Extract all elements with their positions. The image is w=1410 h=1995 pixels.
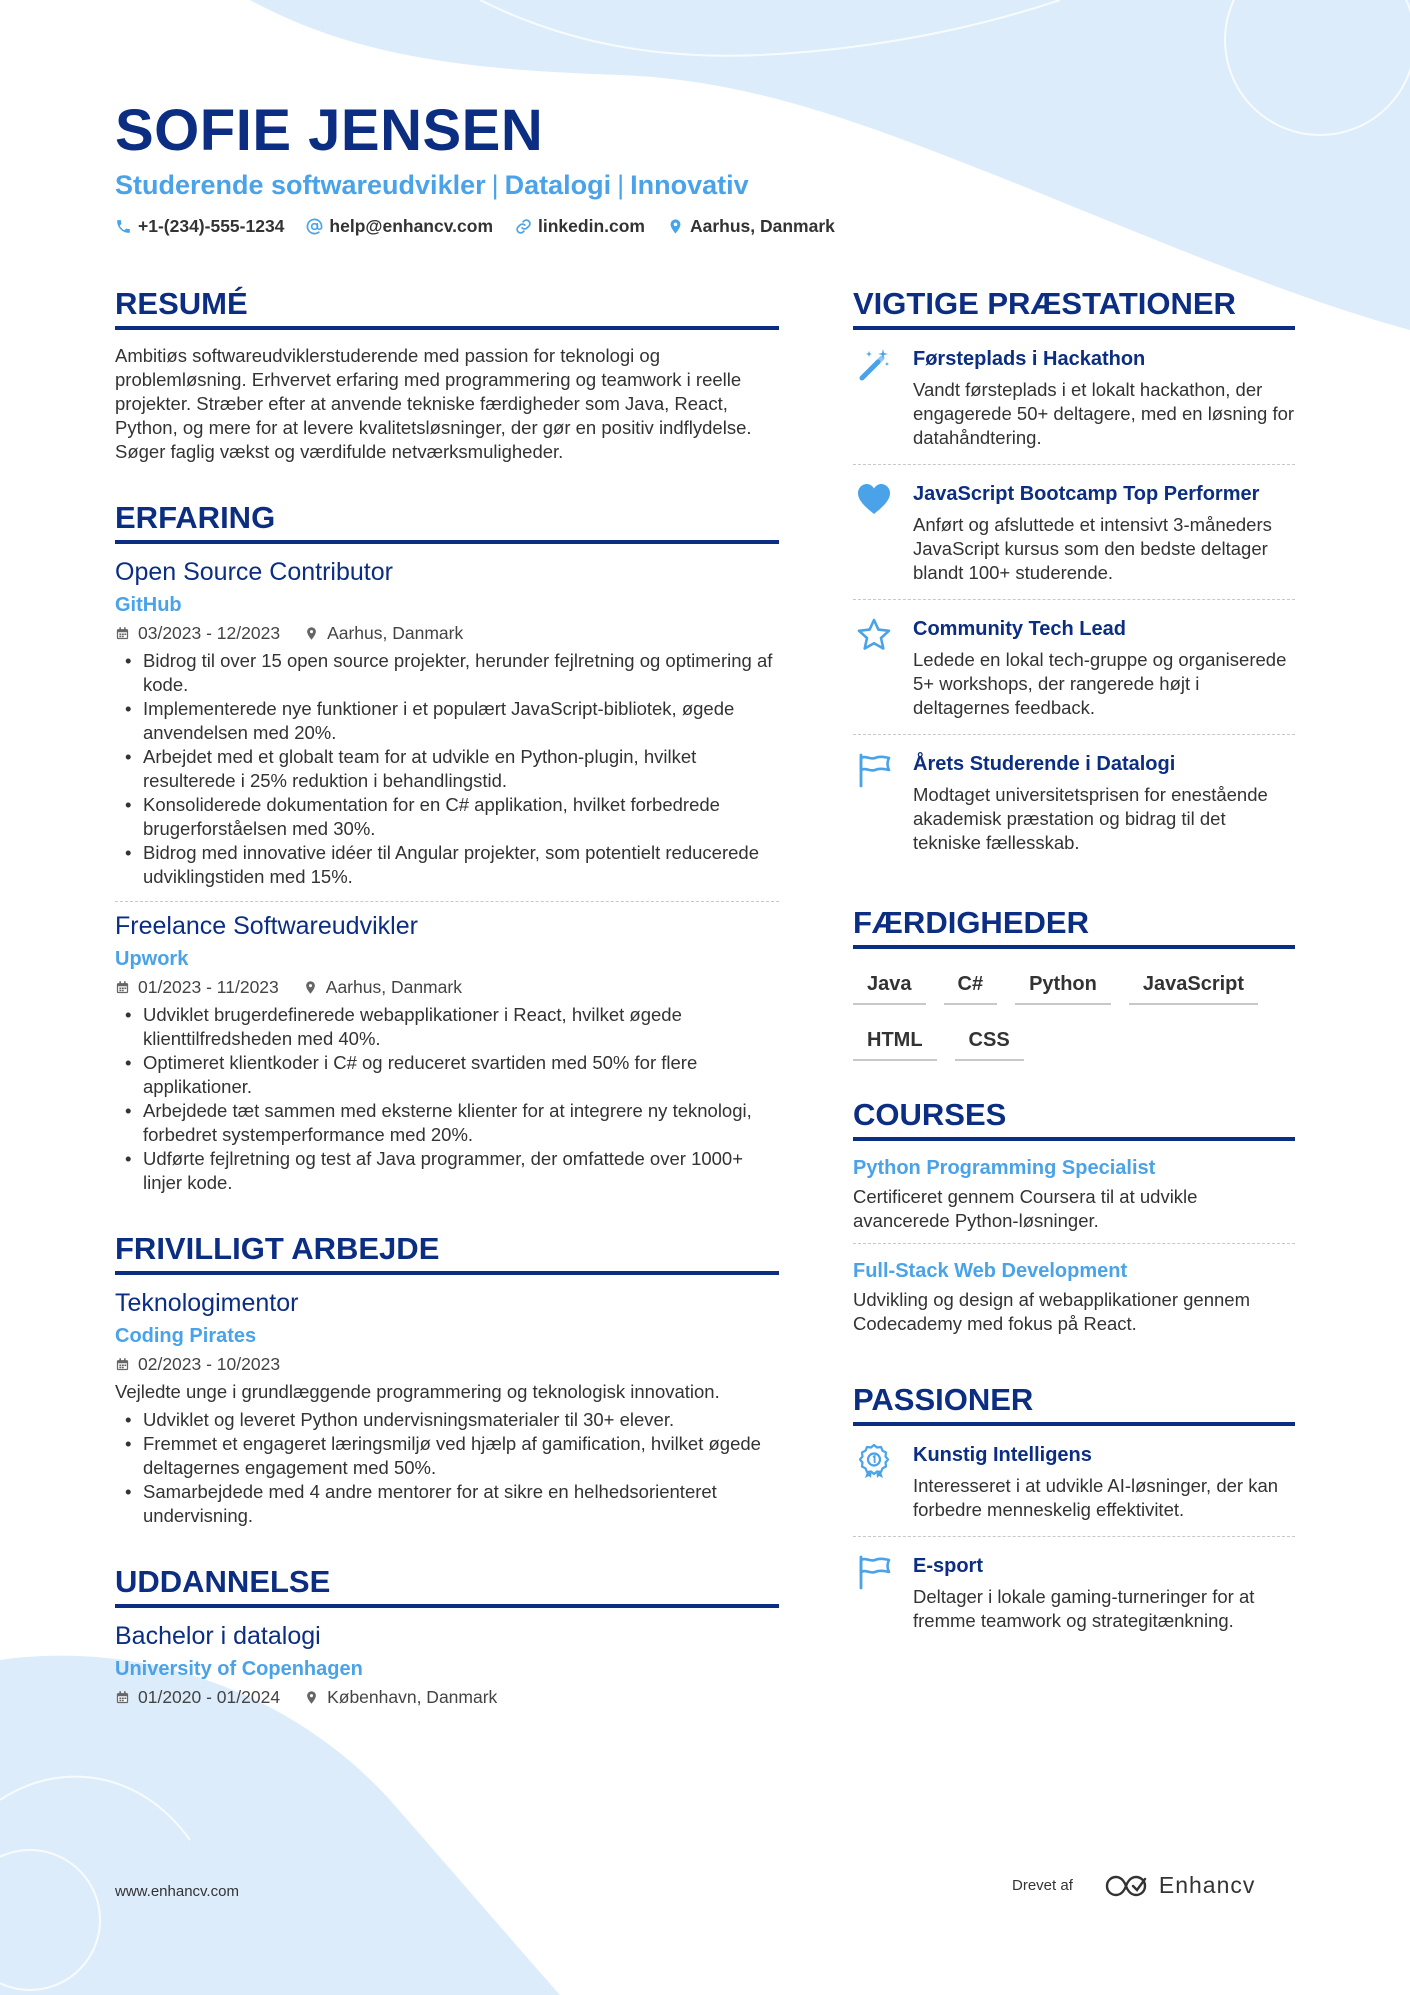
headline-separator: | [617, 170, 625, 200]
course-item [853, 1141, 1295, 1244]
experience-section [115, 498, 779, 1195]
dates-text: 03/2023 - 12/2023 [138, 623, 281, 643]
headline-part: Studerende softwareudvikler [115, 170, 486, 200]
location-text: Aarhus, Danmark [689, 216, 835, 236]
dates-text: 01/2023 - 11/2023 [138, 977, 279, 997]
experience-entry [115, 910, 779, 1195]
achievement-desc: Anført og afsluttede et intensivt 3-måneders JavaScript kursus som den bedste deltager blandt 100+ studerende. [913, 514, 1272, 583]
job-location [304, 621, 463, 645]
section-title: ERFARING [115, 498, 779, 544]
bullet-item: • Arbejdede tæt sammen med eksterne klienter for at integrere ny teknologi, forbedret systemperformance med 20%. [115, 1099, 779, 1147]
powered-by-text: Drevet af [1012, 1877, 1073, 1894]
calendar-icon [115, 980, 130, 995]
bullet-item: • Implementerede nye funktioner i et populært JavaScript-bibliotek, øgede anvendelsen med 20%. [115, 697, 779, 745]
passion-title: Kunstig Intelligens [913, 1444, 1092, 1466]
section-title: UDDANNELSE [115, 1562, 779, 1608]
achievement-title: Årets Studerende i Datalogi [913, 753, 1176, 775]
bullet-item: • Samarbejdede med 4 andre mentorer for at sikre en helhedsorienteret undervisning. [115, 1480, 779, 1528]
summary-section [115, 284, 779, 464]
bullet-item: • Bidrog med innovative idéer til Angular projekter, som potentielt reducerede udviklingstiden med 15%. [115, 841, 779, 889]
divider [115, 901, 779, 902]
job-bullets [115, 649, 779, 889]
brand-name: Enhancv [1158, 1872, 1256, 1898]
job-title: Freelance Softwareudvikler [115, 912, 418, 940]
location-text: Aarhus, Danmark [327, 623, 464, 643]
header [115, 98, 1295, 237]
education-location [304, 1685, 497, 1709]
section-title: RESUMÉ [115, 284, 779, 330]
course-desc: Certificeret gennem Coursera til at udvikle avancerede Python-løsninger. [853, 1186, 1198, 1231]
job-meta [115, 975, 779, 999]
course-title: Full-Stack Web Development [853, 1260, 1128, 1282]
passions-section [853, 1380, 1295, 1647]
company-name: Upwork [115, 948, 189, 970]
award-ribbon-icon [853, 1442, 895, 1522]
location-text: Aarhus, Danmark [325, 977, 462, 997]
volunteer-meta [115, 1352, 779, 1376]
flag-icon [853, 751, 895, 855]
phone-text: +1-(234)-555-1234 [138, 216, 285, 236]
contact-linkedin[interactable] [515, 216, 645, 237]
footer-brand [1012, 1872, 1255, 1899]
skill-tag: Java [853, 971, 926, 1005]
education-dates [115, 1685, 280, 1709]
achievement-item [853, 465, 1295, 600]
footer-website[interactable]: www.enhancv.com [115, 1883, 239, 1900]
courses-section [853, 1095, 1295, 1346]
job-location [303, 975, 462, 999]
magic-wand-icon [853, 346, 895, 450]
section-title: VIGTIGE PRÆSTATIONER [853, 284, 1295, 330]
passion-item [853, 1426, 1295, 1537]
section-title: COURSES [853, 1095, 1295, 1141]
contact-bar [115, 216, 1295, 237]
bullet-item: • Optimeret klientkoder i C# og reduceret svartiden med 50% for flere applikationer. [115, 1051, 779, 1099]
achievement-desc: Ledede en lokal tech-gruppe og organiserede 5+ workshops, der rangerede højt i deltagernes feedback. [913, 649, 1287, 718]
volunteer-section [115, 1229, 779, 1528]
skill-tag: CSS [955, 1027, 1024, 1061]
email-text: help@enhancv.com [329, 216, 494, 236]
job-meta [115, 621, 779, 645]
headline-part: Datalogi [504, 170, 612, 200]
achievement-title: Community Tech Lead [913, 618, 1126, 640]
job-bullets [115, 1003, 779, 1195]
headline [115, 168, 1295, 202]
headline-part: Innovativ [630, 170, 749, 200]
section-title: FÆRDIGHEDER [853, 903, 1295, 949]
candidate-name: SOFIE JENSEN [115, 98, 544, 163]
education-section [115, 1562, 779, 1709]
skills-list [853, 971, 1295, 1061]
bullet-item: • Udviklet brugerdefinerede webapplikationer i React, hvilket øgede klienttilfredsheden med 40%. [115, 1003, 779, 1051]
location-pin-icon [304, 626, 319, 641]
phone-icon [115, 218, 132, 235]
contact-location [667, 216, 835, 237]
achievement-desc: Vandt førsteplads i et lokalt hackathon, der engagerede 50+ deltagere, med en løsning for datahåndtering. [913, 379, 1295, 448]
passion-item [853, 1537, 1295, 1647]
bullet-item: • Fremmet et engageret læringsmiljø ved hjælp af gamification, hvilket øgede deltagernes engagement med 50%. [115, 1432, 779, 1480]
achievement-desc: Modtaget universitetsprisen for enestående akademisk præstation og bidrag til det tekniske fællesskab. [913, 784, 1268, 853]
bullet-item: • Udførte fejlretning og test af Java programmer, der omfattede over 1000+ linjer kode. [115, 1147, 779, 1195]
dates-text: 01/2020 - 01/2024 [138, 1687, 281, 1707]
dates-text: 02/2023 - 10/2023 [138, 1354, 281, 1374]
achievement-item [853, 735, 1295, 869]
company-name: GitHub [115, 594, 182, 616]
skills-section [853, 903, 1295, 1061]
left-column [115, 284, 779, 1743]
job-dates [115, 975, 279, 999]
skill-tag: C# [944, 971, 998, 1005]
volunteer-intro: Vejledte unge i grundlæggende programmering og teknologisk innovation. [115, 1381, 720, 1402]
achievements-section [853, 284, 1295, 869]
skill-tag: HTML [853, 1027, 937, 1061]
bullet-item: • Arbejdet med et globalt team for at udvikle en Python-plugin, hvilket resulterede i 25% reduktion i behandlingstid. [115, 745, 779, 793]
flag-icon [853, 1553, 895, 1633]
location-pin-icon [303, 980, 318, 995]
headline-separator: | [491, 170, 499, 200]
volunteer-dates [115, 1352, 280, 1376]
achievement-title: JavaScript Bootcamp Top Performer [913, 483, 1260, 505]
location-text: København, Danmark [327, 1687, 498, 1707]
experience-entry [115, 556, 779, 889]
passion-title: E-sport [913, 1555, 983, 1577]
achievement-item [853, 330, 1295, 465]
job-dates [115, 621, 280, 645]
right-column [853, 284, 1295, 1681]
job-title: Open Source Contributor [115, 558, 393, 586]
achievement-item [853, 600, 1295, 735]
summary-text: Ambitiøs softwareudviklerstuderende med passion for teknologi og problemløsning. Erhvervet erfaring med programmering og teamwork i reelle projekter. Stræber efter at anvende tekniske færdigheder som Java, React, Python, og mere for at levere kvalitetsløsninger, der gør en positiv indflydelse. Søger faglig vækst og værdifulde netværksmuligheder. [115, 345, 752, 462]
volunteer-org: Coding Pirates [115, 1325, 257, 1347]
star-icon [853, 616, 895, 720]
course-desc: Udvikling og design af webapplikationer gennem Codecademy med fokus på React. [853, 1289, 1250, 1334]
school-name: University of Copenhagen [115, 1658, 363, 1680]
section-title: FRIVILLIGT ARBEJDE [115, 1229, 779, 1275]
enhancv-logo-icon [1103, 1873, 1149, 1899]
volunteer-bullets [115, 1408, 779, 1528]
passion-desc: Interesseret i at udvikle AI-løsninger, der kan forbedre menneskelig effektivitet. [913, 1475, 1279, 1520]
skill-tag: JavaScript [1129, 971, 1258, 1005]
achievement-title: Førsteplads i Hackathon [913, 348, 1146, 370]
section-title: PASSIONER [853, 1380, 1295, 1426]
at-sign-icon [306, 218, 323, 235]
contact-phone[interactable] [115, 216, 284, 237]
bullet-item: • Konsoliderede dokumentation for en C# applikation, hvilket forbedrede brugerforståelsen med 30%. [115, 793, 779, 841]
skill-tag: Python [1015, 971, 1111, 1005]
degree: Bachelor i datalogi [115, 1622, 321, 1650]
link-icon [515, 218, 532, 235]
calendar-icon [115, 1690, 130, 1705]
calendar-icon [115, 1357, 130, 1372]
location-pin-icon [667, 218, 684, 235]
passion-desc: Deltager i lokale gaming-turneringer for at fremme teamwork og strategitænkning. [913, 1586, 1255, 1631]
volunteer-role: Teknologimentor [115, 1289, 299, 1317]
brand-logo[interactable] [1103, 1872, 1256, 1899]
location-pin-icon [304, 1690, 319, 1705]
bullet-item: • Bidrog til over 15 open source projekter, herunder fejlretning og optimering af kode. [115, 649, 779, 697]
course-title: Python Programming Specialist [853, 1157, 1156, 1179]
linkedin-text: linkedin.com [538, 216, 645, 236]
education-meta [115, 1685, 779, 1709]
course-item [853, 1244, 1295, 1346]
contact-email[interactable] [306, 216, 493, 237]
calendar-icon [115, 626, 130, 641]
bullet-item: • Udviklet og leveret Python undervisningsmaterialer til 30+ elever. [115, 1408, 779, 1432]
heart-icon [853, 481, 895, 585]
